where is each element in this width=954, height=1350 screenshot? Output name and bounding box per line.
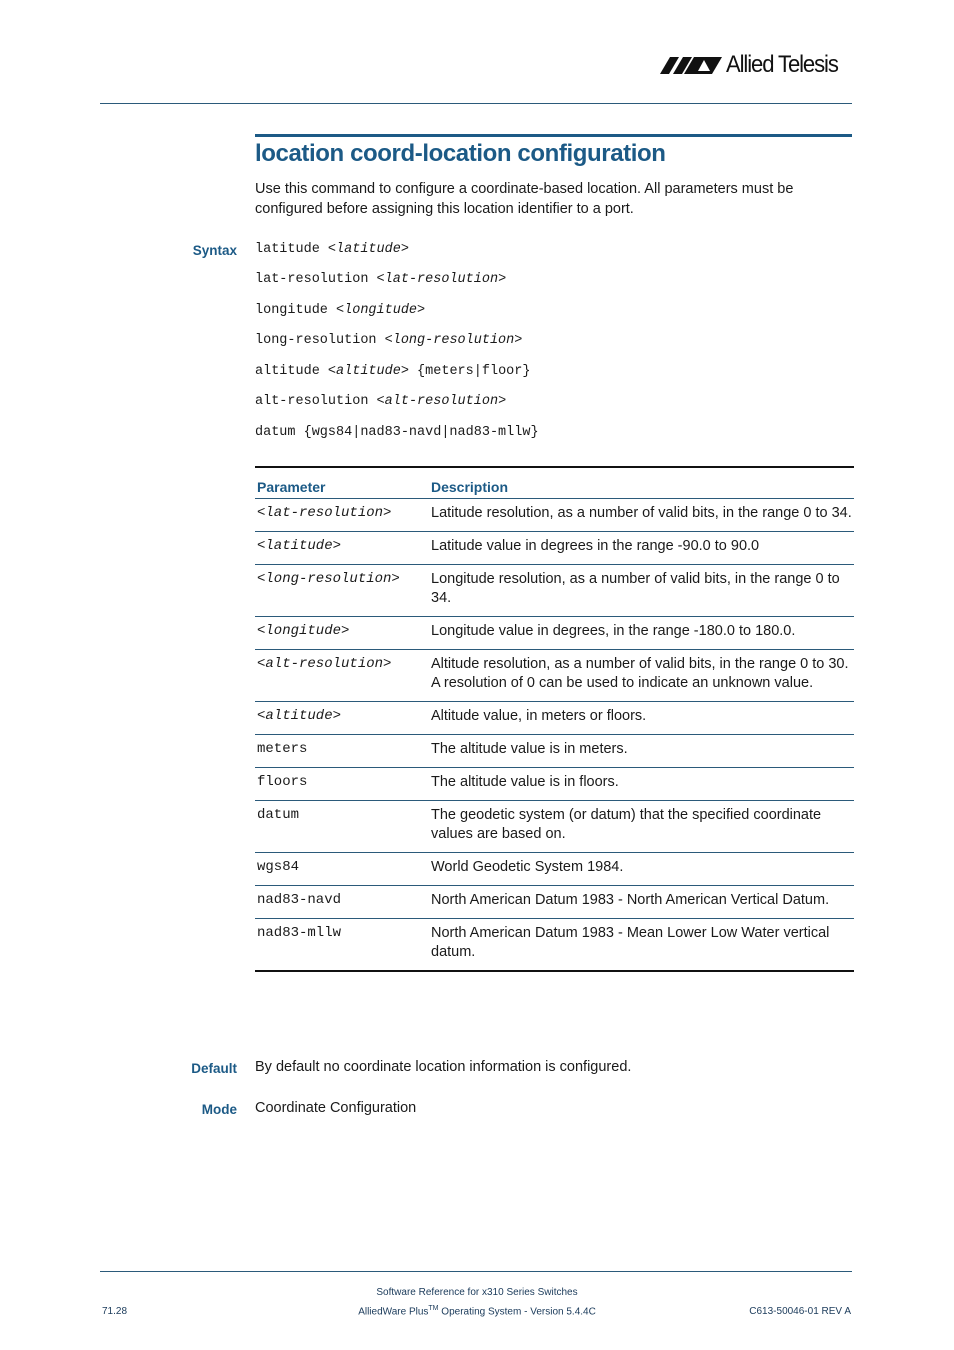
table-row (255, 919, 854, 972)
description-cell: Longitude resolution, as a number of valid bits, in the range 0 to 34. (429, 565, 854, 617)
parameter-cell: nad83-navd (255, 886, 429, 919)
parameter-cell: meters (255, 735, 429, 768)
page-title: location coord-location configuration (255, 140, 666, 167)
table-row (255, 768, 854, 801)
description-cell: Latitude value in degrees in the range -90.0 to 90.0 (429, 532, 854, 565)
table-row (255, 617, 854, 650)
description-cell: The geodetic system (or datum) that the specified coordinate values are based on. (429, 801, 854, 853)
syntax-line (255, 333, 522, 348)
intro-paragraph: Use this command to configure a coordinate-based location. All parameters must be configured before assigning this location identifier to a port. (255, 181, 794, 217)
parameter-cell: <latitude> (255, 532, 429, 565)
header-divider (100, 103, 852, 104)
column-header-description: Description (429, 467, 854, 499)
parameter-cell: datum (255, 801, 429, 853)
syntax-gt: > (514, 333, 523, 348)
description-cell: North American Datum 1983 - North American Vertical Datum. (429, 886, 854, 919)
document-id: C613-50046-01 REV A (749, 1306, 851, 1317)
footer-os-name: AlliedWare Plus (358, 1306, 429, 1318)
syntax-line (255, 394, 506, 409)
table-row (255, 801, 854, 853)
syntax-cmd: altitude (255, 364, 328, 379)
syntax-arg: lat-resolution (384, 272, 499, 287)
footer-doc-title: Software Reference for x310 Series Switches (376, 1287, 578, 1298)
table-row (255, 565, 854, 617)
default-text: By default no coordinate location information is configured. (255, 1059, 632, 1075)
syntax-gt: > (400, 242, 409, 257)
syntax-gt: > (498, 394, 507, 409)
description-cell: Altitude value, in meters or floors. (429, 702, 854, 735)
page-number: 71.28 (102, 1306, 128, 1317)
mode-label: Mode (201, 1102, 237, 1117)
parameter-cell: nad83-mllw (257, 925, 342, 941)
syntax-lt: < (376, 272, 385, 287)
syntax-arg: long-resolution (392, 333, 515, 348)
table-row (255, 735, 854, 768)
syntax-cmd: datum {wgs84|nad83-navd|nad83-mllw} (255, 425, 539, 440)
syntax-cmd: latitude (255, 242, 328, 257)
description-cell: The altitude value is in meters. (429, 735, 854, 768)
parameter-cell: floors (255, 768, 429, 801)
description-cell: World Geodetic System 1984. (429, 853, 854, 886)
parameter-cell: wgs84 (255, 853, 429, 886)
syntax-line (255, 364, 530, 379)
description-cell: North American Datum 1983 - Mean Lower Low Water vertical datum. (431, 925, 830, 960)
parameter-cell: <alt-resolution> (255, 650, 429, 702)
syntax-lt: < (336, 303, 345, 318)
syntax-gt: > (417, 303, 426, 318)
footer-divider (100, 1271, 852, 1272)
syntax-arg: altitude (336, 364, 401, 379)
title-rule (255, 134, 852, 137)
syntax-gt: > (400, 364, 409, 379)
syntax-lt: < (384, 333, 393, 348)
brand-logo (660, 50, 855, 80)
table-header-row (255, 467, 854, 499)
description-cell: Latitude resolution, as a number of valid bits, in the range 0 to 34. (429, 499, 854, 532)
table-body (255, 499, 854, 972)
parameter-cell: <lat-resolution> (255, 499, 429, 532)
table-row (255, 702, 854, 735)
syntax-cmd: lat-resolution (255, 272, 377, 287)
table-row (255, 499, 854, 532)
table-row (255, 853, 854, 886)
syntax-lt: < (327, 242, 337, 257)
parameter-table (255, 466, 854, 972)
description-cell: Altitude resolution, as a number of valid bits, in the range 0 to 30. A resolution of 0 can be used to indicate an unknown value. (429, 650, 854, 702)
syntax-lt: < (327, 364, 337, 379)
syntax-line (255, 303, 425, 318)
parameter-cell: <longitude> (255, 617, 429, 650)
footer-trademark: TM (428, 1305, 439, 1312)
syntax-gt: > (498, 272, 507, 287)
table-row (255, 532, 854, 565)
syntax-line (255, 425, 539, 440)
footer-version: Operating System - Version 5.4.4C (438, 1306, 596, 1318)
description-cell: The altitude value is in floors. (429, 768, 854, 801)
syntax-arg: latitude (336, 242, 401, 257)
syntax-cmd: alt-resolution (255, 394, 377, 409)
parameter-cell: <altitude> (255, 702, 429, 735)
syntax-line (255, 272, 506, 287)
brand-name: Allied Telesis (726, 51, 838, 78)
parameter-cell: <long-resolution> (255, 565, 429, 617)
syntax-line (255, 242, 409, 257)
mode-text: Coordinate Configuration (255, 1100, 417, 1116)
table-row (255, 650, 854, 702)
table-row (255, 886, 854, 919)
description-cell: Longitude value in degrees, in the range -180.0 to 180.0. (429, 617, 854, 650)
syntax-arg: longitude (344, 303, 418, 318)
allied-telesis-logo-icon (660, 54, 722, 76)
column-header-parameter: Parameter (255, 467, 429, 499)
default-label: Default (191, 1061, 237, 1076)
syntax-label: Syntax (192, 243, 237, 258)
syntax-tail: {meters|floor} (408, 364, 531, 379)
syntax-arg: alt-resolution (384, 394, 499, 409)
syntax-lt: < (376, 394, 385, 409)
syntax-cmd: longitude (255, 303, 337, 318)
syntax-cmd: long-resolution (255, 333, 385, 348)
